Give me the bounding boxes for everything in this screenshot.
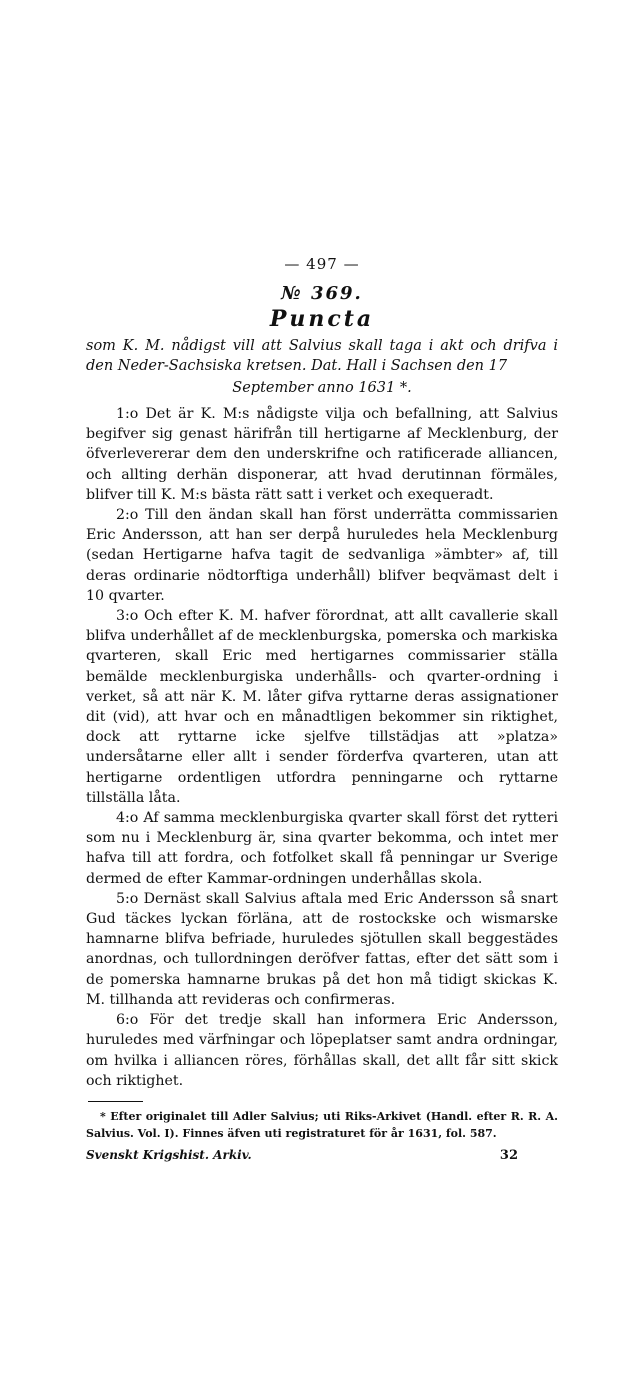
page-footer [86, 1148, 558, 1163]
document-page [86, 255, 558, 1163]
subtitle-date: September anno 1631 *. [232, 380, 412, 396]
paragraph-1: 1:o Det är K. M:s nådigste vilja och befallning, att Salvius begifver sig genast härifrån till hertigarne af Mecklenburg, der öfverlevererar dem den underskrifne och ratificerade alliancen, och allting derhän disponerar, att hvad derutinnan förmäles, blifver till K. M:s bästa rätt satt i verket och exequeradt. [86, 406, 558, 503]
signature-mark: 32 [499, 1147, 518, 1163]
paragraph-4: 4:o Af samma mecklenburgiska qvarter skall först det rytteri som nu i Mecklenburg är, sina qvarter bekomma, och intet mer hafva till att fordra, och fotfolket skall få penningar ur Sverige dermed de efter Kammar-ordningen underhållas skola. [86, 810, 558, 887]
paragraph-3: 3:o Och efter K. M. hafver förordnat, att allt cavallerie skall blifva underhållet af de mecklenburgska, pomerska och markiska qvarteren, skall Eric med hertigarnes commissarier ställa bemälde mecklenburgiska underhålls- och qvarter-ordning i verket, så att när K. M. låter gifva ryttarne deras assignationer dit (vid), att hvar och en månadtligen bekommer sin riktighet, dock att ryttarne icke sjelfve tillstädjas att »platza» undersåtarne eller allt i sender förderfva qvarteren, utan att hertigarne ordentligen utfordra penningarne och ryttarne tillställa låta. [86, 608, 558, 806]
source-line: Svenskt Krigshist. Arkiv. [86, 1147, 252, 1162]
paragraph-6: 6:o För det tredje skall han informera Eric Andersson, huruledes med värfningar och löpeplatser samt andra ordningar, om hvilka i alliancen röres, förhållas skall, det allt får sitt skick och riktighet. [86, 1012, 558, 1089]
document-heading: Puncta [269, 306, 375, 332]
paragraph-5: 5:o Dernäst skall Salvius aftala med Eric Andersson så snart Gud täckes lyckan förläna, att de rostockske och wismarske hamnarne blifva befriade, huruledes sjötullen skall beggestädes anordnas, och tullordningen deröfver fattas, efter det sätt som i de pomerska hamnarne brukas på det hon må tidigt skickas K. M. tillhanda att revideras och confirmeras. [86, 890, 558, 1008]
footnote-divider [88, 1101, 143, 1102]
footnote: * Efter originalet till Adler Salvius; uti Riks-Arkivet (Handl. efter R. R. A. Salvius. Vol. I). Finnes äfven uti registraturet för år 1631, fol. 587. [86, 1109, 558, 1140]
page-number: — 497 — [284, 255, 360, 273]
paragraph-2: 2:o Till den ändan skall han först underrätta commissarien Eric Andersson, att han ser derpå huruledes hela Mecklenburg (sedan Hertigarne hafva tagit de sedvanliga »ämbter» af, till deras ordinarie nödtorftiga underhåll) blifver beqvämast delt i 10 qvarter. [86, 507, 558, 604]
subtitle: som K. M. nådigst vill att Salvius skall taga i akt och drifva i den Neder-Sachsiska kretsen. Dat. Hall i Sachsen den 17 [86, 338, 558, 374]
document-number: № 369. [281, 283, 363, 304]
